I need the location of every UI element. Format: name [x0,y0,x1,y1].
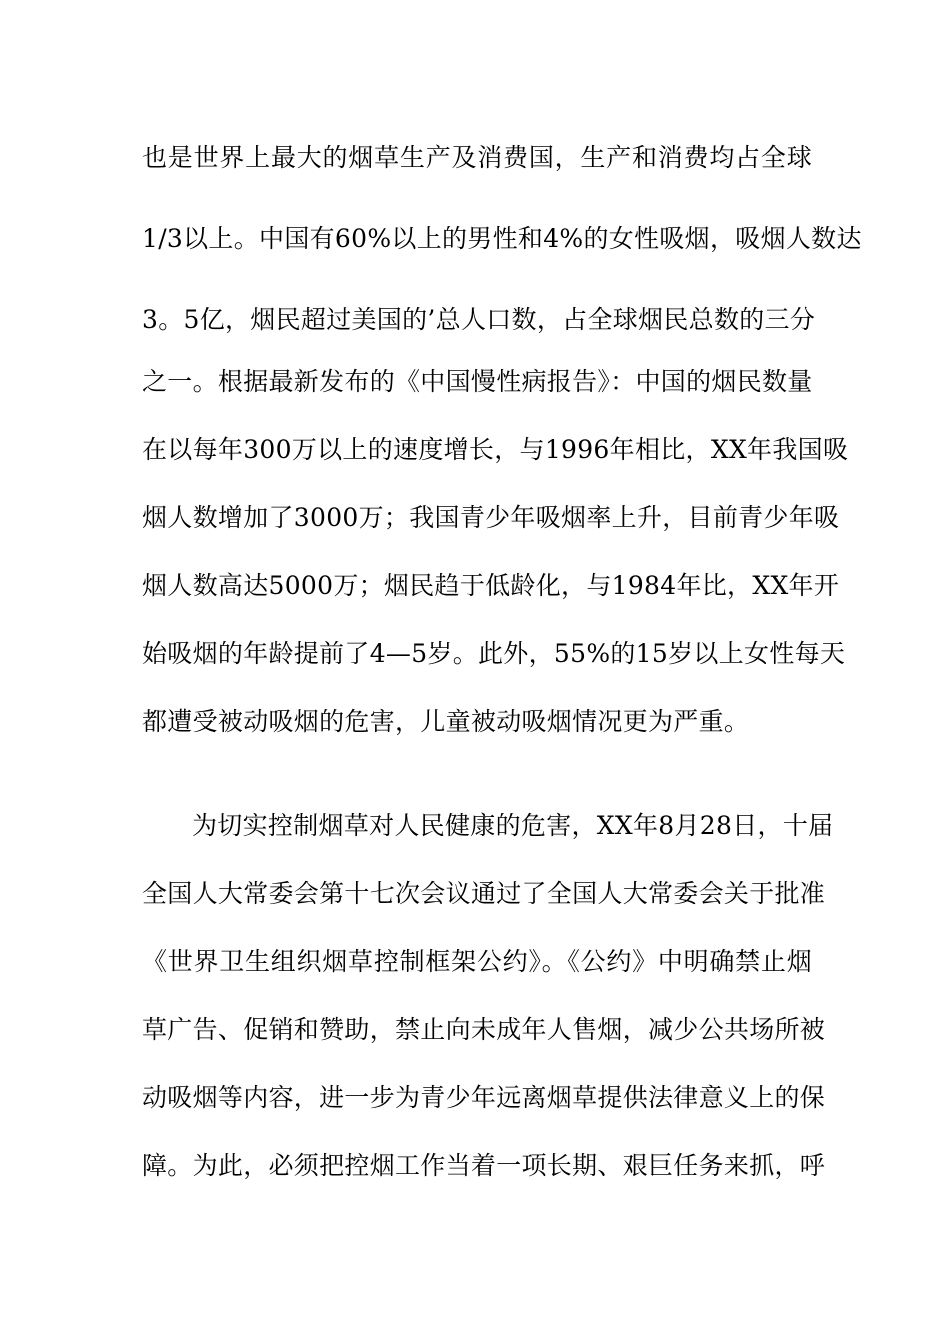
paragraph-1-line-6: 烟人数增加了3000万；我国青少年吸烟率上升，目前青少年吸 [142,503,840,532]
paragraph-2-line-6: 障。为此，必须把控烟工作当着一项长期、艰巨任务来抓，呼 [142,1151,826,1180]
paragraph-1-line-5: 在以每年300万以上的速度增长，与1996年相比，XX年我国吸 [142,435,849,464]
paragraph-1-line-8: 始吸烟的年龄提前了4—5岁。此外，55%的15岁以上女性每天 [142,639,846,668]
paragraph-2-line-4: 草广告、促销和赞助，禁止向未成年人售烟，减少公共场所被 [142,1015,826,1044]
paragraph-1-line-1: 也是世界上最大的烟草生产及消费国，生产和消费均占全球 [142,143,812,172]
paragraph-1-line-3: 3。5亿，烟民超过美国的’总人口数，占全球烟民总数的三分 [142,305,816,334]
paragraph-2-line-2: 全国人大常委会第十七次会议通过了全国人大常委会关于批准 [142,879,826,908]
paragraph-1-line-4: 之一。根据最新发布的《中国慢性病报告》：中国的烟民数量 [142,367,813,396]
paragraph-1-line-7: 烟人数高达5000万；烟民趋于低龄化，与1984年比，XX年开 [142,571,840,600]
paragraph-1-line-2: 1/3以上。中国有60%以上的男性和4%的女性吸烟，吸烟人数达 [142,224,862,253]
paragraph-1-line-9: 都遭受被动吸烟的危害，儿童被动吸烟情况更为严重。 [142,707,750,736]
paragraph-2-line-1: 为切实控制烟草对人民健康的危害，XX年8月28日，十届 [192,811,834,840]
paragraph-2-line-5: 动吸烟等内容，进一步为青少年远离烟草提供法律意义上的保 [142,1083,826,1112]
paragraph-2-line-3: 《世界卫生组织烟草控制框架公约》。《公约》中明确禁止烟 [142,947,812,976]
